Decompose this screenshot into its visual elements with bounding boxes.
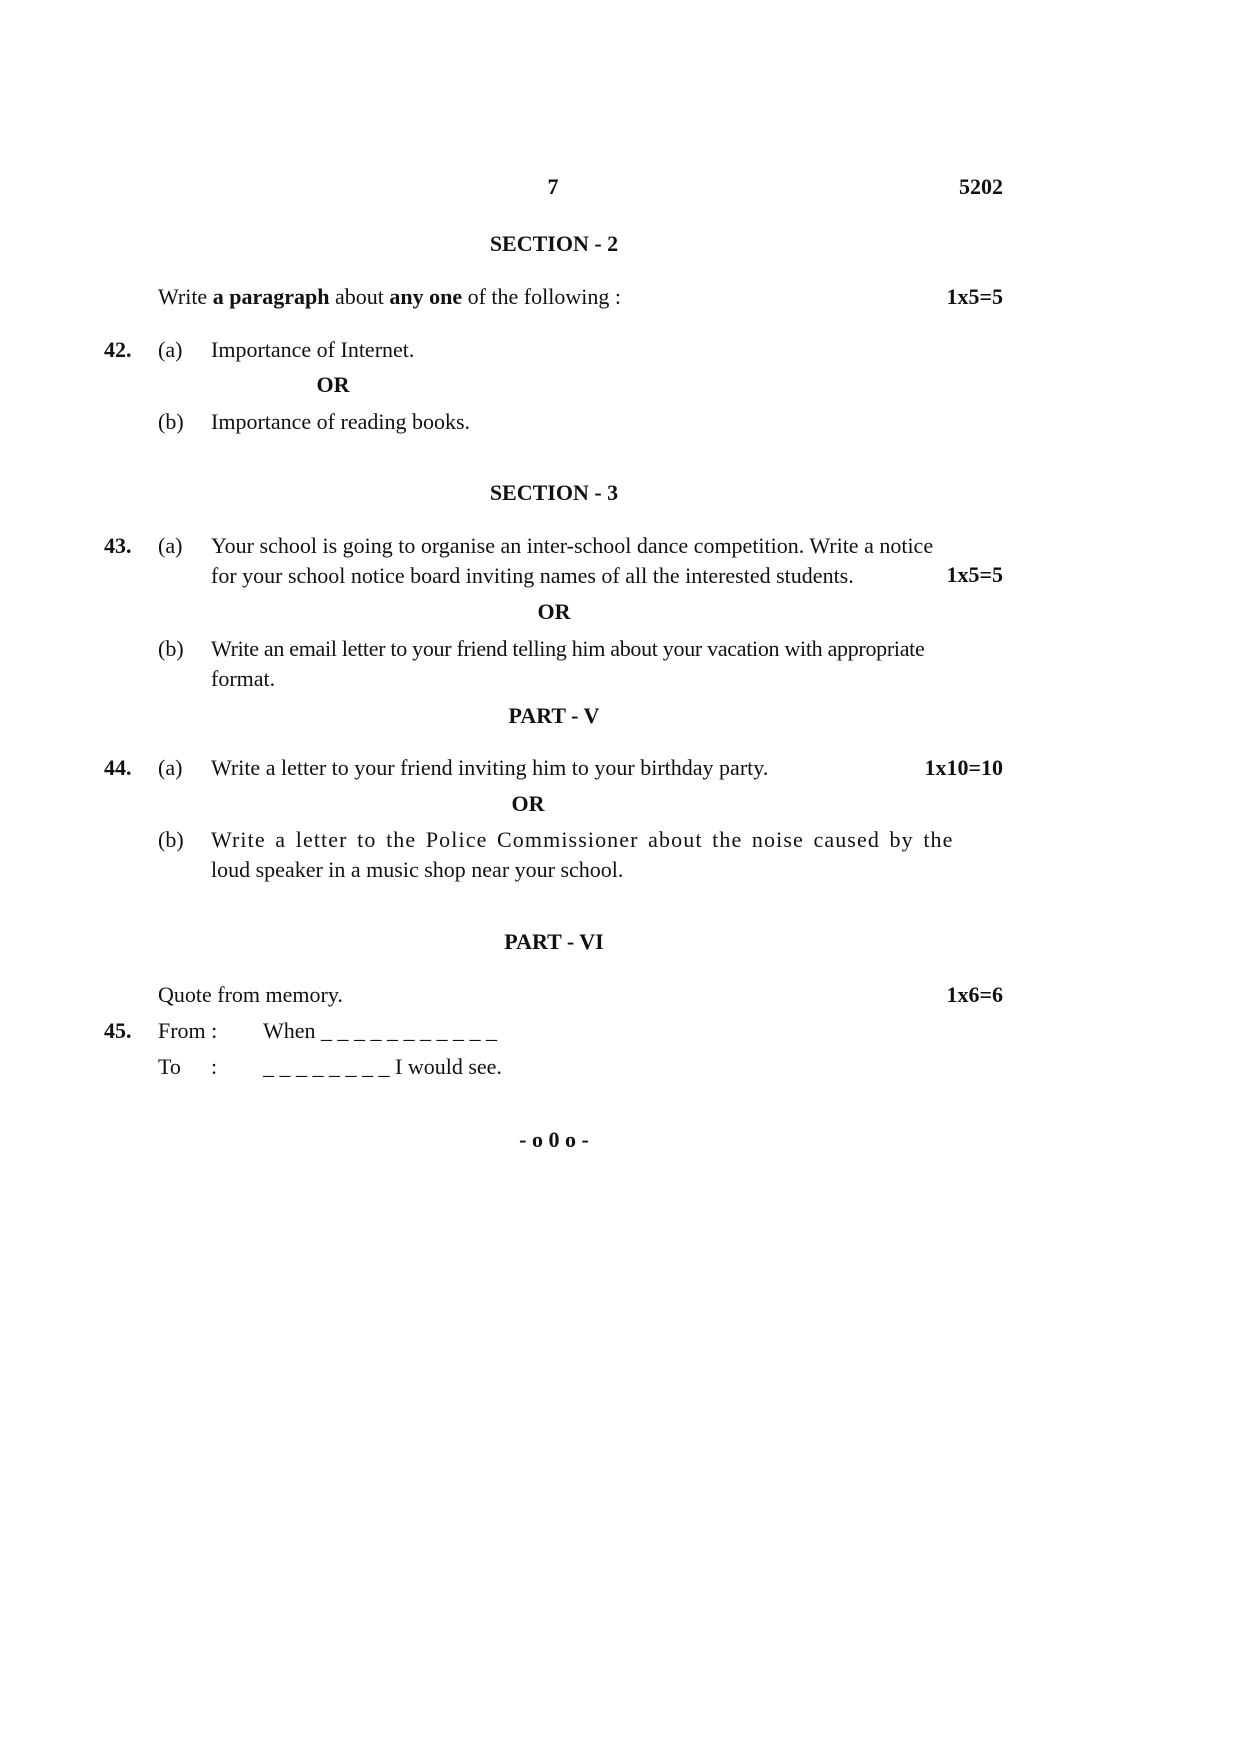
- question-43-option-a-line-2: for your school notice board inviting names of all the interested students.: [211, 563, 854, 588]
- part-5-title: PART - V: [508, 703, 600, 728]
- question-42-option-b-text: Importance of reading books.: [211, 409, 471, 434]
- question-43-marks: 1x5=5: [946, 562, 1003, 587]
- question-42-option-a-label: (a): [158, 337, 183, 362]
- question-44-or: OR: [511, 791, 545, 816]
- question-44-option-a-text: Write a letter to your friend inviting him to your birthday party.: [211, 755, 769, 780]
- end-of-paper-mark: - o 0 o -: [519, 1127, 589, 1152]
- question-44-marks: 1x10=10: [924, 755, 1003, 780]
- question-43-option-b-label: (b): [158, 636, 184, 661]
- question-42-number: 42.: [104, 337, 132, 362]
- question-45-to-label: To: [158, 1054, 181, 1079]
- question-44-option-b-line-2: loud speaker in a music shop near your school.: [211, 857, 624, 882]
- part-6-marks: 1x6=6: [946, 982, 1003, 1007]
- question-44-option-a-label: (a): [158, 755, 183, 780]
- part-6-instruction: Quote from memory.: [158, 982, 343, 1007]
- question-43-number: 43.: [104, 533, 132, 558]
- question-45-to-text: _ _ _ _ _ _ _ _ I would see.: [263, 1054, 502, 1079]
- question-43-option-a-label: (a): [158, 533, 183, 558]
- question-44-option-b-label: (b): [158, 827, 184, 852]
- question-42-option-b-label: (b): [158, 409, 184, 434]
- question-42-option-a-text: Importance of Internet.: [211, 337, 415, 362]
- question-45-to-colon: :: [211, 1054, 218, 1079]
- paper-code: 5202: [959, 174, 1003, 199]
- section-2-marks: 1x5=5: [946, 284, 1003, 309]
- question-45-from-label: From :: [158, 1018, 218, 1043]
- page-number: 7: [547, 174, 559, 199]
- section-2-title: SECTION - 2: [489, 231, 619, 256]
- question-43-option-b-line-1: Write an email letter to your friend telling him about your vacation with appropriate: [211, 636, 925, 661]
- section-3-title: SECTION - 3: [489, 480, 619, 505]
- question-43-or: OR: [537, 599, 571, 624]
- question-44-option-b-line-1: Write a letter to the Police Commissioner about the noise caused by the: [211, 827, 954, 852]
- question-45-number: 45.: [104, 1018, 132, 1043]
- question-43-option-b-line-2: format.: [211, 666, 276, 691]
- question-43-option-a-line-1: Your school is going to organise an inter-school dance competition. Write a notice: [211, 533, 934, 558]
- question-45-from-text: When _ _ _ _ _ _ _ _ _ _ _: [263, 1018, 498, 1043]
- question-42-or: OR: [316, 372, 350, 397]
- part-6-title: PART - VI: [504, 929, 604, 954]
- section-2-instruction: Write a paragraph about any one of the following :: [158, 284, 621, 309]
- question-44-number: 44.: [104, 755, 132, 780]
